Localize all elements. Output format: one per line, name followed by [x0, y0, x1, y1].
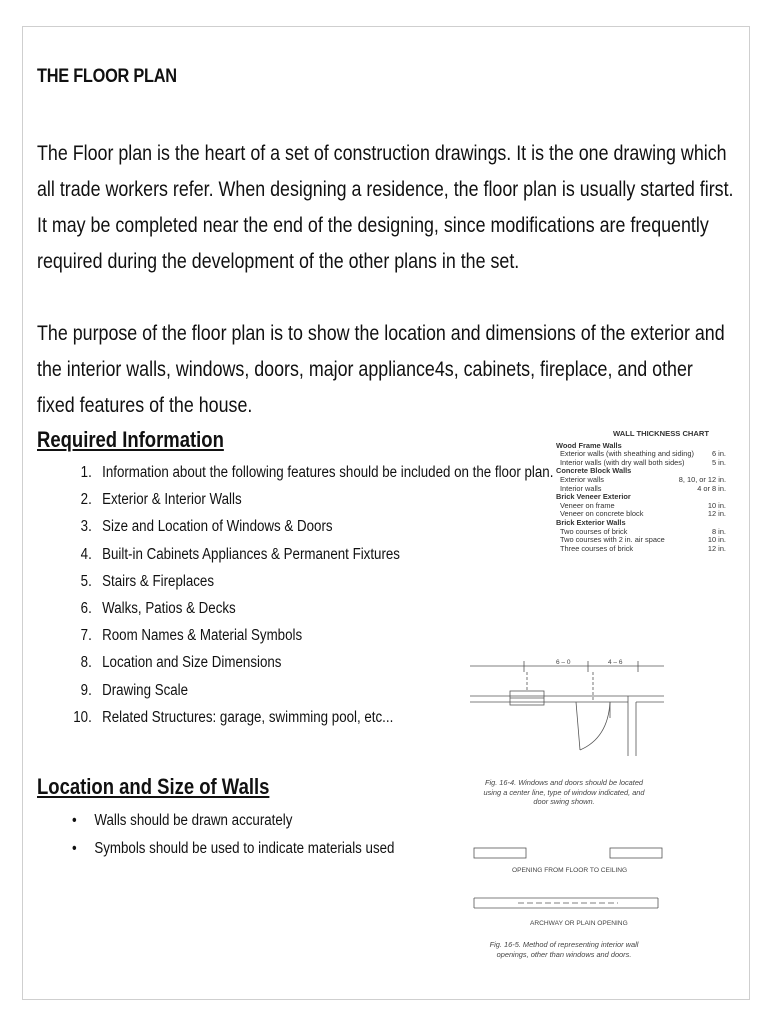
- list-item-text: Stairs & Fireplaces: [102, 572, 214, 590]
- list-item-text: Walls should be drawn accurately: [94, 812, 293, 829]
- list-item-text: Built-in Cabinets Appliances & Permanent Fixtures: [102, 545, 400, 563]
- required-item: [66, 489, 553, 516]
- wall-chart-label: Exterior walls: [560, 474, 604, 484]
- walls-item: [72, 838, 394, 866]
- wall-thickness-chart: [556, 430, 726, 553]
- figure-16-5-caption: Fig. 16-5. Method of representing interior wall openings, other than windows and doors.: [489, 940, 639, 959]
- wall-chart-value: 8 in.: [712, 526, 726, 536]
- list-number: 6.: [80, 599, 92, 617]
- list-number: 10.: [73, 708, 92, 726]
- wall-chart-value: 10 in.: [707, 500, 726, 510]
- required-item: [66, 571, 553, 598]
- wall-chart-label: Exterior walls (with sheathing and siding): [560, 449, 694, 459]
- location-walls-heading: Location and Size of Walls: [37, 774, 270, 799]
- required-item: [66, 462, 553, 489]
- dim-right-label: 4 – 6: [608, 659, 623, 666]
- wall-chart-label: Brick Veneer Exterior: [556, 492, 631, 502]
- window-door-drawing: [468, 658, 668, 758]
- wall-chart-label: Veneer on concrete block: [560, 509, 644, 519]
- required-information-heading: Required Information: [37, 427, 224, 452]
- intro-paragraph: The Floor plan is the heart of a set of construction drawings. It is the one drawing which all trade workers refer. When designing a residence, the floor plan is usually started first. It may be completed near the end of the designing, since modifications are frequently required during the development of the other plans in the set.: [37, 142, 734, 273]
- list-item-text: Related Structures: garage, swimming pool, etc...: [102, 708, 394, 726]
- wall-chart-label: Wood Frame Walls: [556, 440, 622, 450]
- list-item-text: Exterior & Interior Walls: [102, 491, 242, 509]
- required-item: [66, 516, 553, 543]
- list-number: 8.: [80, 654, 92, 672]
- wall-chart-label: Interior walls (with dry wall both sides): [560, 457, 685, 467]
- list-number: 7.: [80, 627, 92, 645]
- wall-chart-label: Three courses of brick: [560, 543, 634, 553]
- page-title: THE FLOOR PLAN: [37, 66, 177, 87]
- dim-left-label: 6 – 0: [556, 659, 571, 666]
- list-item-text: Information about the following features should be included on the floor plan.: [102, 464, 554, 481]
- opening-floor-ceiling-label: OPENING FROM FLOOR TO CEILING: [512, 867, 628, 874]
- figure-16-4-caption: Fig. 16-4. Windows and doors should be located using a center line, type of window indicated, and door swing shown.: [483, 778, 645, 806]
- list-item-text: Location and Size Dimensions: [102, 654, 282, 672]
- walls-bullet-list: [72, 810, 394, 866]
- wall-chart-value: 12 in.: [707, 543, 726, 553]
- purpose-paragraph: The purpose of the floor plan is to show the location and dimensions of the exterior and the interior walls, windows, doors, major appliance4s, cabinets, fireplace, and other fixed features of the house.: [37, 322, 725, 417]
- wall-chart-label: Concrete Block Walls: [556, 466, 632, 476]
- list-number: 9.: [80, 681, 92, 699]
- wall-chart-label: Veneer on frame: [560, 500, 615, 510]
- list-number: 3.: [80, 518, 92, 536]
- list-number: 4.: [80, 545, 92, 563]
- list-item-text: Walks, Patios & Decks: [102, 599, 236, 617]
- wall-chart-title: WALL THICKNESS CHART: [612, 429, 710, 438]
- list-item-text: Symbols should be used to indicate materials used: [94, 840, 395, 857]
- wall-chart-value: 8, 10, or 12 in.: [678, 474, 726, 484]
- list-item-text: Room Names & Material Symbols: [102, 627, 303, 645]
- wall-chart-label: Brick Exterior Walls: [556, 517, 626, 527]
- archway-label: ARCHWAY OR PLAIN OPENING: [530, 920, 628, 927]
- required-item: [66, 625, 553, 652]
- list-item-text: Drawing Scale: [102, 681, 189, 699]
- list-item-text: Size and Location of Windows & Doors: [102, 518, 333, 536]
- wall-chart-value: 4 or 8 in.: [697, 483, 726, 493]
- bullet-icon: •: [72, 840, 77, 857]
- wall-chart-value: 10 in.: [707, 535, 726, 545]
- required-item: [66, 598, 553, 625]
- bullet-icon: •: [72, 812, 77, 829]
- list-number: 2.: [80, 491, 92, 509]
- walls-item: [72, 810, 394, 838]
- list-number: 5.: [80, 572, 92, 590]
- wall-chart-label: Interior walls: [560, 483, 602, 493]
- wall-openings-drawing: [468, 842, 668, 922]
- wall-chart-row: [556, 545, 726, 554]
- wall-chart-value: 12 in.: [707, 509, 726, 519]
- list-number: 1.: [80, 464, 92, 481]
- required-item: [66, 544, 553, 571]
- wall-chart-value: 5 in.: [712, 457, 726, 467]
- wall-chart-label: Two courses with 2 in. air space: [560, 535, 665, 545]
- wall-chart-label: Two courses of brick: [560, 526, 628, 536]
- wall-chart-value: 6 in.: [712, 449, 726, 459]
